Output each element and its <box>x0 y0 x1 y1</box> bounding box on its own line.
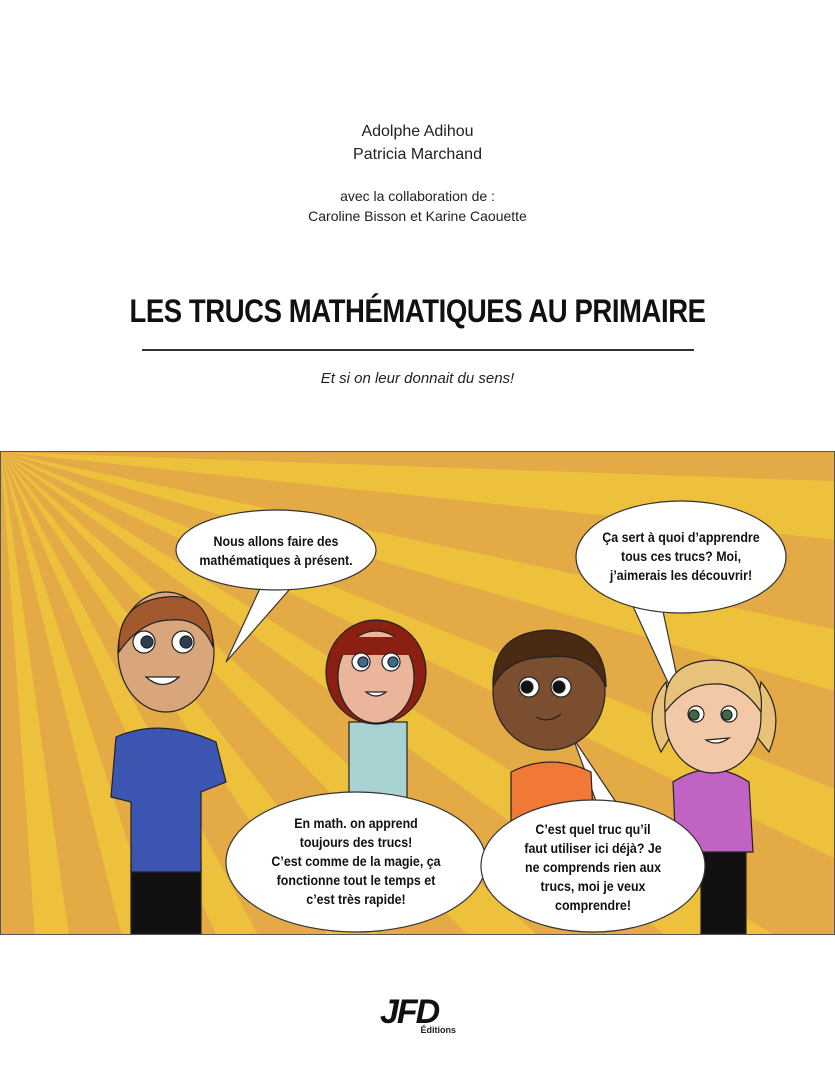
bubble-line: toujours des trucs! <box>299 835 413 850</box>
book-title: LES TRUCS MATHÉMATIQUES AU PRIMAIRE <box>129 293 706 329</box>
cover-illustration <box>0 451 835 935</box>
collaboration-label: avec la collaboration de : <box>340 188 495 204</box>
author-2: Patricia Marchand <box>353 146 482 163</box>
bubble-text-2 <box>584 528 777 585</box>
author-1: Adolphe Adihou <box>361 123 474 140</box>
bubble-line: trucs, moi je veux <box>540 879 646 894</box>
bubble-line: fonctionne tout le temps et <box>276 873 436 888</box>
authors <box>0 120 835 166</box>
bubble-line: ne comprends rien aux <box>525 860 661 875</box>
collaboration <box>0 186 835 226</box>
bubble-text-4 <box>492 820 694 915</box>
bubble-line: En math. on apprend <box>294 816 418 831</box>
bubble-line: mathématiques à présent. <box>199 553 353 568</box>
bubble-line: j’aimerais les découvrir! <box>609 568 753 583</box>
publisher-logo <box>380 993 460 1036</box>
bubble-text-1 <box>184 532 368 570</box>
bubble-text-3 <box>236 814 475 909</box>
bubble-line: Nous allons faire des <box>213 534 339 549</box>
bubble-line: c’est très rapide! <box>306 892 406 907</box>
collaboration-names: Caroline Bisson et Karine Caouette <box>308 208 527 224</box>
book-subtitle: Et si on leur donnait du sens! <box>320 370 515 387</box>
title-divider <box>142 349 694 351</box>
logo-subtext: Éditions <box>420 1025 456 1035</box>
logo-mark: JFD <box>380 993 439 1031</box>
bubble-line: C’est comme de la magie, ça <box>271 854 441 869</box>
bubble-line: C’est quel truc qu’il <box>535 822 651 837</box>
bubble-line: tous ces trucs? Moi, <box>620 549 742 564</box>
bubble-line: comprendre! <box>555 898 631 913</box>
bubble-line: Ça sert à quoi d’apprendre <box>602 530 760 545</box>
bubble-line: faut utiliser ici déjà? Je <box>524 841 662 856</box>
